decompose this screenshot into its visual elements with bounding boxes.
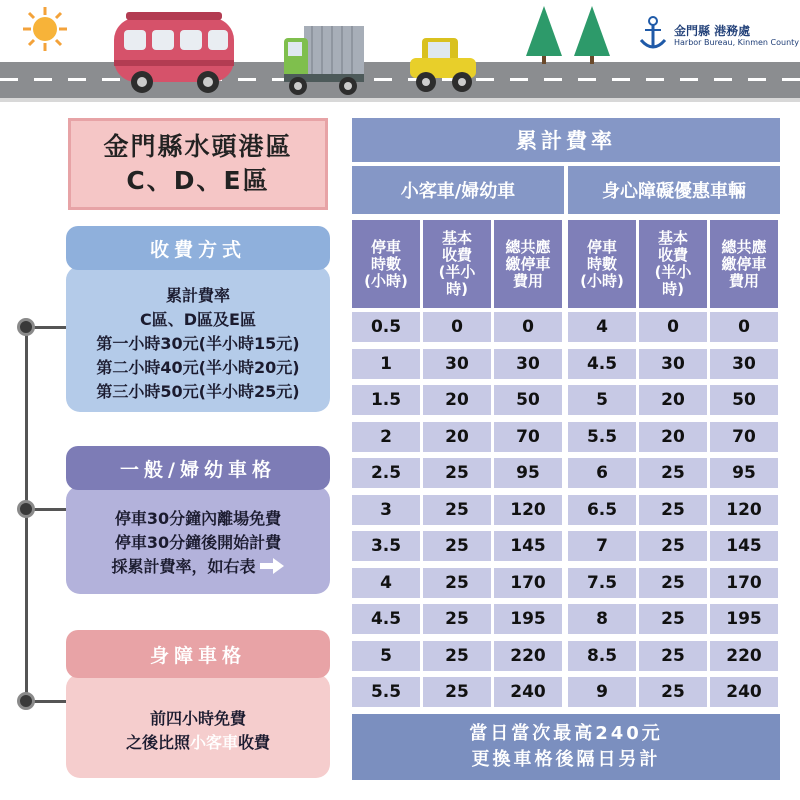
table-cell: 25	[639, 531, 707, 561]
table-group-disabled: 身心障礙優惠車輛	[568, 166, 780, 214]
table-cell: 3	[352, 495, 420, 525]
table-cell: 70	[494, 422, 562, 452]
table-cell: 25	[639, 568, 707, 598]
table-cell: 20	[423, 385, 491, 415]
table-cell: 4	[352, 568, 420, 598]
table-cell: 220	[710, 641, 778, 671]
table-cell: 7.5	[568, 568, 636, 598]
table-cell: 25	[423, 641, 491, 671]
table-cell: 9	[568, 677, 636, 707]
table-cell: 240	[494, 677, 562, 707]
table-cell: 8.5	[568, 641, 636, 671]
table-footer	[352, 714, 780, 780]
table-cell: 120	[710, 495, 778, 525]
road-edge	[0, 98, 800, 102]
table-cell: 20	[639, 422, 707, 452]
table-column-header: 基本 收費 (半小 時)	[639, 220, 707, 308]
anchor-icon	[636, 14, 670, 54]
harbor-bureau-logo	[634, 14, 800, 54]
fee-method-line: C區、D區及E區	[140, 310, 256, 329]
table-cell: 30	[639, 349, 707, 379]
table-cell: 6	[568, 458, 636, 488]
table-cell: 170	[710, 568, 778, 598]
table-cell: 25	[423, 458, 491, 488]
table-cell: 25	[423, 568, 491, 598]
table-cell: 195	[494, 604, 562, 634]
table-cell: 5	[352, 641, 420, 671]
timeline-dot	[17, 500, 35, 518]
table-cell: 7	[568, 531, 636, 561]
truck-icon	[282, 24, 366, 98]
table-cell: 5	[568, 385, 636, 415]
trees-icon	[524, 4, 614, 66]
table-cell: 25	[639, 604, 707, 634]
general-line: 停車30分鐘內離場免費	[114, 509, 282, 528]
title-line1: 金門縣水頭港區	[103, 132, 293, 161]
footer-line1: 當日當次最高240元	[469, 723, 663, 744]
table-cell: 4.5	[352, 604, 420, 634]
table-column-header: 總共應 繳停車 費用	[710, 220, 778, 308]
table-cell: 2	[352, 422, 420, 452]
table-cell: 5.5	[568, 422, 636, 452]
table-cell: 0	[639, 312, 707, 342]
table-cell: 25	[423, 495, 491, 525]
table-cell: 0	[710, 312, 778, 342]
table-cell: 25	[639, 641, 707, 671]
table-cell: 145	[494, 531, 562, 561]
table-cell: 25	[423, 531, 491, 561]
table-cell: 240	[710, 677, 778, 707]
table-cell: 30	[494, 349, 562, 379]
table-cell: 1.5	[352, 385, 420, 415]
table-cell: 195	[710, 604, 778, 634]
table-cell: 8	[568, 604, 636, 634]
disabled-spaces-label: 身障車格	[66, 630, 330, 678]
table-cell: 2.5	[352, 458, 420, 488]
table-cell: 1	[352, 349, 420, 379]
disabled-line2-post: 收費	[238, 733, 271, 752]
table-cell: 20	[639, 385, 707, 415]
table-cell: 25	[639, 677, 707, 707]
disabled-line2-pre: 之後比照	[125, 733, 190, 752]
table-title: 累計費率	[352, 118, 780, 162]
fee-method-line: 第二小時40元(半小時20元)	[96, 358, 300, 377]
disabled-line1: 前四小時免費	[149, 709, 246, 728]
table-cell: 25	[639, 458, 707, 488]
car-icon	[408, 32, 478, 96]
arrow-right-icon	[259, 558, 285, 574]
table-cell: 0	[423, 312, 491, 342]
fee-method-line: 累計費率	[165, 286, 230, 305]
table-cell: 25	[423, 604, 491, 634]
fee-method-label: 收費方式	[66, 226, 330, 270]
table-cell: 0	[494, 312, 562, 342]
table-cell: 170	[494, 568, 562, 598]
table-cell: 25	[639, 495, 707, 525]
general-spaces-label: 一般/婦幼車格	[66, 446, 330, 490]
fee-method-line: 第一小時30元(半小時15元)	[96, 334, 300, 353]
table-cell: 220	[494, 641, 562, 671]
general-line-with-arrow	[111, 555, 284, 579]
table-cell: 120	[494, 495, 562, 525]
table-cell: 6.5	[568, 495, 636, 525]
page-title	[68, 118, 328, 210]
bus-icon	[110, 10, 240, 96]
table-cell: 30	[423, 349, 491, 379]
table-cell: 25	[423, 677, 491, 707]
table-cell: 20	[423, 422, 491, 452]
table-cell: 95	[494, 458, 562, 488]
general-line: 停車30分鐘後開始計費	[114, 533, 282, 552]
table-cell: 3.5	[352, 531, 420, 561]
table-column-header: 總共應 繳停車 費用	[494, 220, 562, 308]
table-cell: 70	[710, 422, 778, 452]
logo-name-cn: 金門縣 港務處	[674, 24, 751, 38]
timeline-dot	[17, 318, 35, 336]
disabled-spaces-card	[66, 674, 330, 778]
fee-method-line: 第三小時50元(半小時25元)	[96, 382, 300, 401]
timeline-dot	[17, 692, 35, 710]
table-cell: 4	[568, 312, 636, 342]
table-column-header: 停車 時數 (小時)	[352, 220, 420, 308]
table-cell: 0.5	[352, 312, 420, 342]
table-cell: 30	[710, 349, 778, 379]
table-column-header: 停車 時數 (小時)	[568, 220, 636, 308]
disabled-line2	[126, 731, 270, 755]
general-spaces-card	[66, 486, 330, 594]
footer-line2: 更換車格後隔日另計	[471, 749, 661, 770]
table-cell: 5.5	[352, 677, 420, 707]
table-cell: 95	[710, 458, 778, 488]
table-group-car: 小客車/婦幼車	[352, 166, 564, 214]
table-cell: 4.5	[568, 349, 636, 379]
title-line2: C、D、E區	[126, 166, 270, 195]
table-cell: 50	[494, 385, 562, 415]
general-line: 採累計費率，如右表	[111, 557, 256, 576]
table-cell: 50	[710, 385, 778, 415]
logo-name-en: Harbor Bureau, Kinmen County	[674, 38, 800, 47]
sun-icon	[22, 6, 68, 52]
table-column-header: 基本 收費 (半小 時)	[423, 220, 491, 308]
disabled-line2-highlight: 小客車	[189, 733, 238, 752]
table-cell: 145	[710, 531, 778, 561]
fee-method-card	[66, 266, 330, 412]
